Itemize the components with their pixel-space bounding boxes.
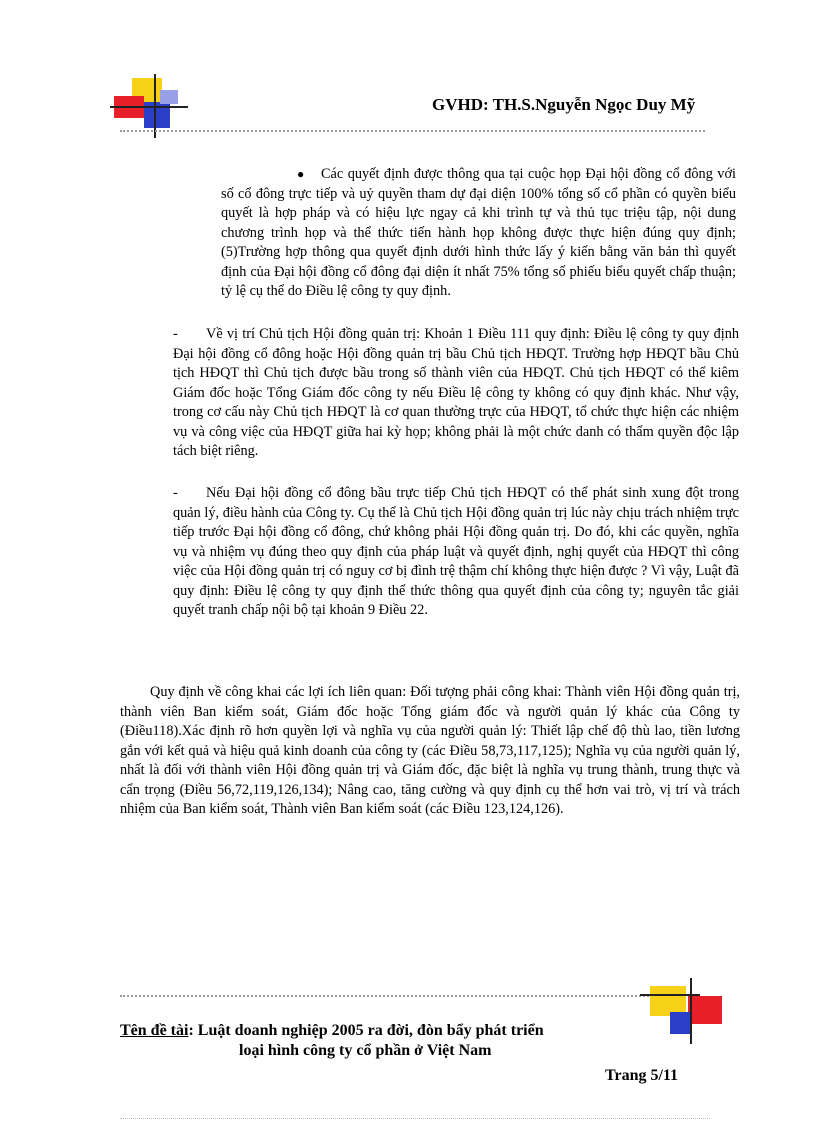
dash-paragraph-1: Về vị trí Chủ tịch Hội đồng quản trị: Khoản 1 Điều 111 quy định: Điều lệ công ty quy định Đại hội đồng cổ đông hoặc Hội đồng quản trị bầu Chủ tịch HĐQT. Trường hợp HĐQT bầu Chủ tịch HĐQT thì Chủ tịch được bầu trong số thành viên của HĐQT. Chủ tịch HĐQT có thể kiêm Giám đốc hoặc Tổng Giám đốc công ty nếu Điều lệ công ty không có quy định khác. Như vậy, trong cơ cấu này Chủ tịch HĐQT là cơ quan thường trực của HĐQT, tổ chức thực hiện các nhiệm vụ và công việc của HĐQT giữa hai kỳ họp; không phải là một chức danh có thẩm quyền độc lập tách biệt riêng. (173, 326, 739, 459)
logo-horizontal-line (640, 994, 700, 996)
logo-horizontal-line (110, 106, 188, 108)
topic-line-2: loại hình công ty cổ phần ở Việt Nam (239, 1042, 492, 1059)
topic-colon: : (188, 1022, 194, 1039)
dash-marker: - (173, 326, 178, 342)
topic-label: Tên đề tài (120, 1022, 189, 1039)
topic-title (120, 1020, 544, 1042)
footer-divider (120, 995, 680, 997)
logo-vertical-line (690, 978, 692, 1044)
page-number: Trang 5/11 (605, 1067, 679, 1084)
footer-logo (640, 978, 730, 1048)
logo-lavender-square (160, 90, 178, 104)
dash-paragraph-2: Nếu Đại hội đồng cổ đông bầu trực tiếp Chủ tịch HĐQT có thể phát sinh xung đột trong quản lý, điều hành của Công ty. Cụ thể là Chủ tịch Hội đồng quản trị lúc này chịu trách nhiệm trực tiếp trước Đại hội đồng cổ đông, chứ không phải Hội đồng quản trị. Do đó, khi các quyền, nghĩa vụ và nhiệm vụ đúng theo quy định của pháp luật và quyết định, nghị quyết của HĐQT thì công việc của Hội đồng quản trị có nguy cơ bị đình trệ thậm chí không thực hiện được ? Vì vậy, Luật đã quy định: Điều lệ công ty quy định thể thức thông qua quyết định của công ty; nguyên tắc giải quyết tranh chấp nội bộ tại khoản 9 Điều 22. (173, 485, 739, 618)
bullet-paragraph: Các quyết định được thông qua tại cuộc họp Đại hội đồng cổ đông với số cổ đông trực tiếp và uỷ quyền tham dự đại diện 100% tổng số cổ phần có quyền biểu quyết là hợp pháp và có hiệu lực ngay cả khi trình tự và thủ tục triệu tập, nội dung chương trình họp và thể thức tiến hành họp không được thực hiện đúng quy định; (5)Trường hợp thông qua quyết định dưới hình thức lấy ý kiến bằng văn bản thì quyết định của Đại hội đồng cổ đông đại diện ít nhất 75% tổng số phiếu biểu quyết chấp thuận; tỷ lệ cụ thể do Điều lệ công ty quy định. (221, 166, 736, 299)
main-paragraph: Quy định về công khai các lợi ích liên quan: Đối tượng phải công khai: Thành viên Hội đồng quản trị, thành viên Ban kiểm soát, Giám đốc hoặc Tổng giám đốc và người quản lý khác của Công ty (Điều118).Xác định rõ hơn quyền lợi và nghĩa vụ của người quản lý: Thiết lập chế độ thù lao, tiền lương gắn với kết quả và hiệu quả kinh doanh của công ty (các Điều 58,73,117,125); Nghĩa vụ của người quản lý, nhất là đối với thành viên Hội đồng quản trị và Giám đốc, đặc biệt là nghĩa vụ trung thành, trung thực và cẩn trọng (Điều 56,72,119,126,134); Nâng cao, tăng cường và quy định cụ thể hơn vai trò, vị trí và trách nhiệm của Ban kiểm soát, Thành viên Ban kiểm soát (các Điều 123,124,126). (120, 684, 740, 817)
bullet-icon: ● (297, 167, 305, 181)
dash-marker: - (173, 485, 178, 501)
instructor-name: GVHD: TH.S.Nguyễn Ngọc Duy Mỹ (432, 95, 696, 114)
topic-line-1: Luật doanh nghiệp 2005 ra đời, đòn bẩy phát triển (197, 1022, 544, 1039)
header-divider (120, 130, 705, 132)
bottom-divider (120, 1118, 710, 1119)
logo-blue-square (670, 1012, 692, 1034)
logo-red-square (688, 996, 722, 1024)
